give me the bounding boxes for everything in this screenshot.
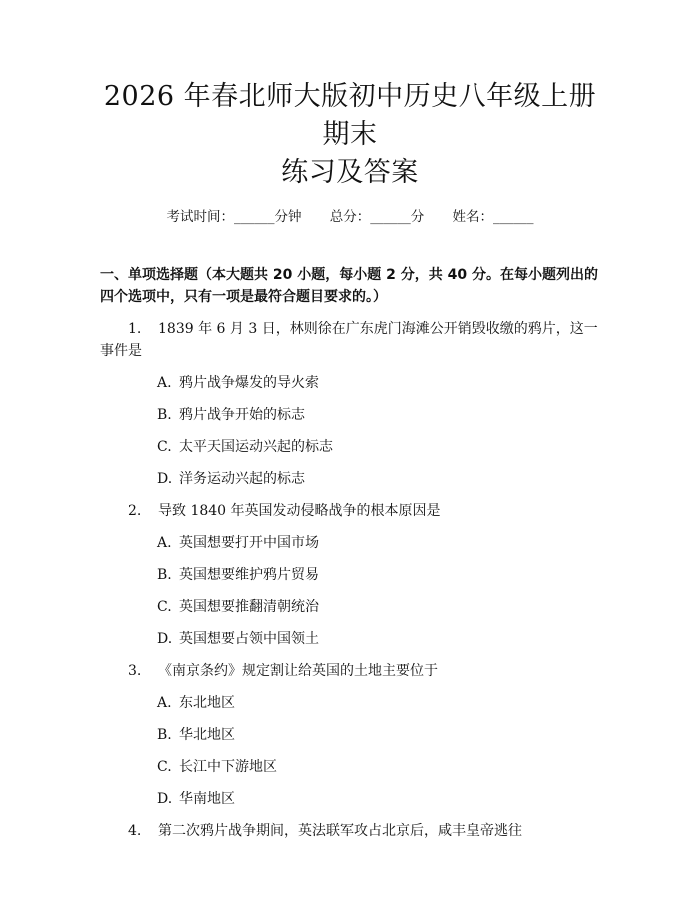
option-text: 英国想要维护鸦片贸易: [179, 567, 319, 583]
option-text: 英国想要占领中国领土: [179, 631, 319, 647]
question-stem: [100, 660, 600, 682]
option-a: [100, 372, 600, 394]
question-text: 第二次鸦片战争期间，英法联军攻占北京后，咸丰皇帝逃往: [158, 823, 522, 839]
name-field: 姓名：______: [452, 209, 534, 225]
option-text: 华北地区: [179, 727, 235, 743]
option-a: [100, 692, 600, 714]
exam-meta: [100, 206, 600, 228]
question-stem: [100, 318, 600, 362]
option-list: [100, 372, 600, 490]
option-text: 洋务运动兴起的标志: [179, 471, 305, 487]
option-d: [100, 468, 600, 490]
option-label: C.: [157, 759, 172, 775]
option-label: A.: [157, 695, 172, 711]
option-list: [100, 532, 600, 650]
option-text: 华南地区: [179, 791, 235, 807]
option-d: [100, 628, 600, 650]
option-text: 鸦片战争爆发的导火索: [179, 375, 319, 391]
option-text: 英国想要打开中国市场: [179, 535, 319, 551]
question-number: 3.: [128, 663, 142, 679]
question-3: [100, 660, 600, 810]
option-c: [100, 756, 600, 778]
section-heading: 一、单项选择题（本大题共 20 小题，每小题 2 分，共 40 分。在每小题列出的四个选项中，只有一项是最符合题目要求的。）: [100, 267, 598, 305]
question-text: 1839 年 6 月 3 日，林则徐在广东虎门海滩公开销毁收缴的鸦片，这一事件是: [100, 321, 598, 359]
title-line-2: 练习及答案: [281, 157, 419, 188]
option-label: B.: [157, 567, 172, 583]
option-c: [100, 596, 600, 618]
question-2: [100, 500, 600, 650]
option-label: C.: [157, 599, 172, 615]
option-label: A.: [157, 535, 172, 551]
question-number: 1.: [128, 321, 142, 337]
option-b: [100, 564, 600, 586]
question-number: 4.: [128, 823, 142, 839]
document-title: [100, 0, 600, 192]
option-a: [100, 532, 600, 554]
option-list: [100, 692, 600, 810]
option-text: 长江中下游地区: [179, 759, 277, 775]
total-score-field: 总分：______分: [329, 209, 425, 225]
question-1: [100, 318, 600, 490]
option-b: [100, 724, 600, 746]
question-number: 2.: [128, 503, 142, 519]
option-d: [100, 788, 600, 810]
exam-time-field: 考试时间：______分钟: [166, 209, 302, 225]
option-label: D.: [157, 471, 173, 487]
option-label: A.: [157, 375, 172, 391]
option-label: C.: [157, 439, 172, 455]
question-stem: [100, 820, 600, 842]
question-text: 导致 1840 年英国发动侵略战争的根本原因是: [158, 503, 441, 519]
option-text: 东北地区: [179, 695, 235, 711]
title-line-1: 2026 年春北师大版初中历史八年级上册期末: [103, 81, 597, 150]
option-label: D.: [157, 631, 173, 647]
question-stem: [100, 500, 600, 522]
option-label: D.: [157, 791, 173, 807]
option-text: 英国想要推翻清朝统治: [179, 599, 319, 615]
option-text: 鸦片战争开始的标志: [179, 407, 305, 423]
option-c: [100, 436, 600, 458]
option-label: B.: [157, 727, 172, 743]
question-text: 《南京条约》规定割让给英国的土地主要位于: [158, 663, 438, 679]
option-text: 太平天国运动兴起的标志: [179, 439, 333, 455]
option-b: [100, 404, 600, 426]
question-4: [100, 820, 600, 842]
option-label: B.: [157, 407, 172, 423]
